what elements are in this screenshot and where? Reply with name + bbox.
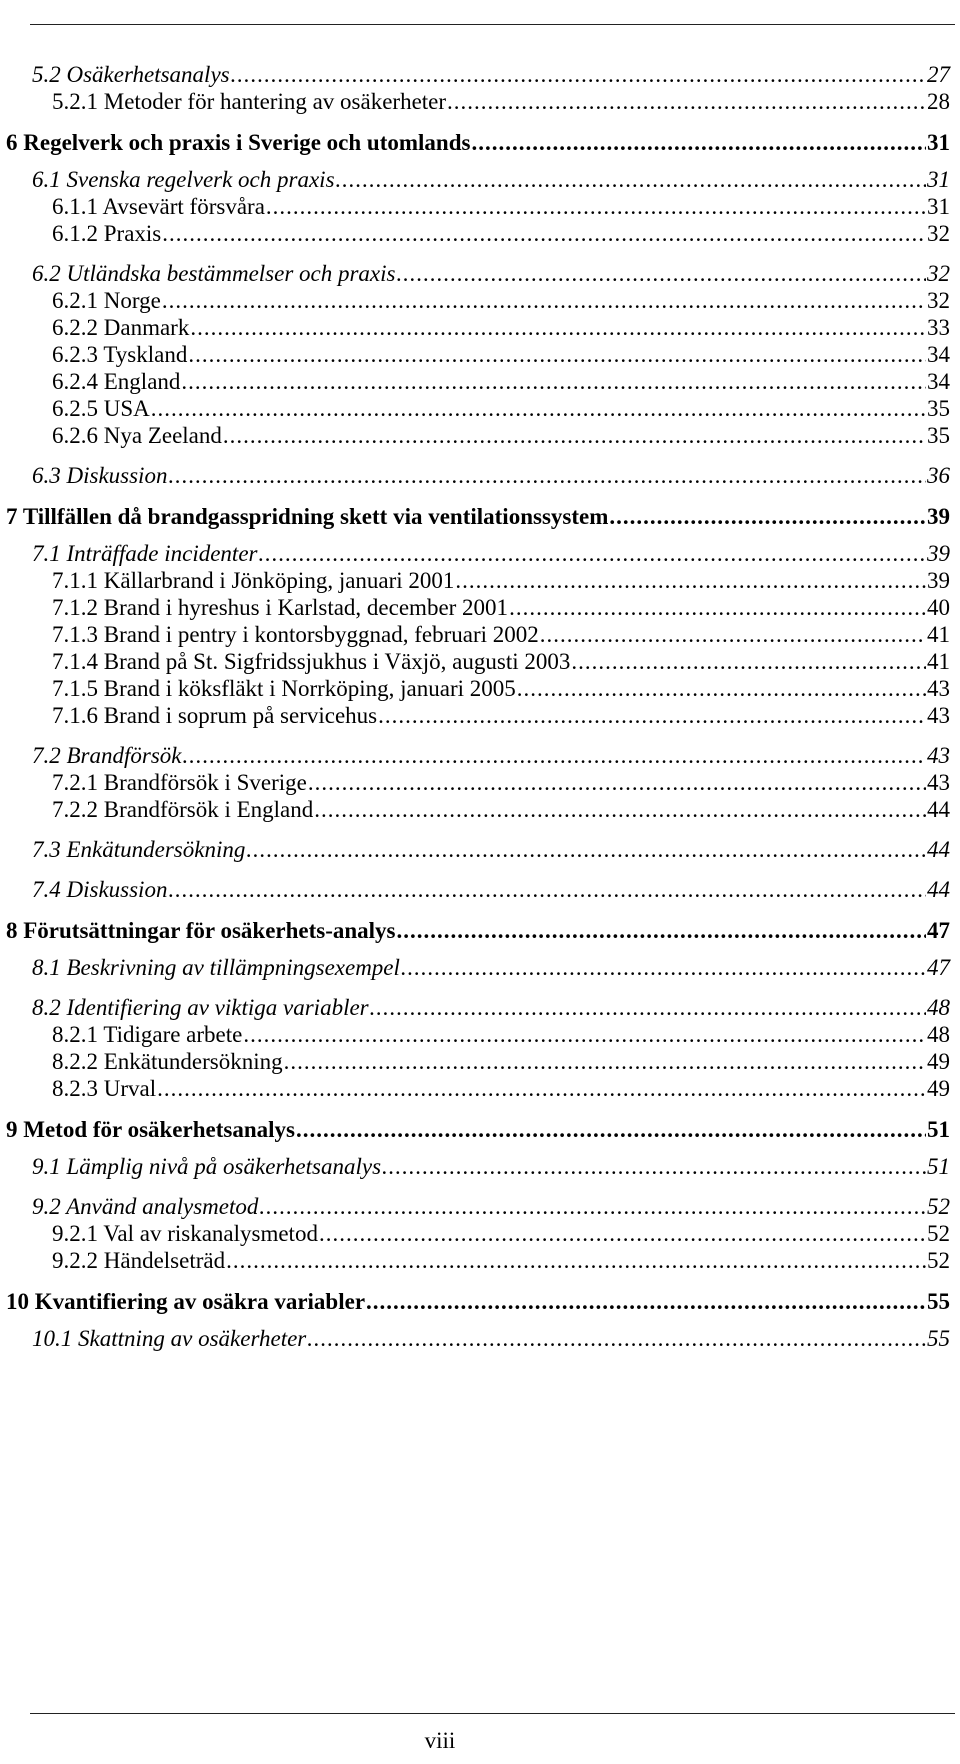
toc-entry-title: 6.2.4 England: [52, 369, 181, 394]
toc-entry-page: 43: [927, 770, 950, 795]
toc-entry-page: 28: [927, 89, 950, 114]
toc-dot-leader: [226, 1249, 926, 1272]
toc-entry[interactable]: [32, 56, 950, 86]
toc-entry[interactable]: [52, 589, 950, 619]
toc-entry-page: 51: [927, 1154, 950, 1179]
toc-entry-page: 27: [927, 62, 950, 87]
toc-entry-title: 6.1.2 Praxis: [52, 221, 162, 246]
toc-entry[interactable]: [52, 417, 950, 447]
toc-entry-title: 5.2.1 Metoder för hantering av osäkerheter: [52, 89, 447, 114]
toc-entry[interactable]: [52, 562, 950, 592]
toc-entry-title: 7.2 Brandförsök: [32, 743, 182, 768]
toc-entry[interactable]: [52, 83, 950, 113]
toc-entry-title: 6.3 Diskussion: [32, 463, 168, 488]
toc-entry-page: 31: [927, 130, 950, 155]
toc-entry-title: 7.3 Enkätundersökning: [32, 837, 246, 862]
toc-entry-page: 43: [927, 743, 950, 768]
toc-entry-page: 32: [927, 221, 950, 246]
toc-entry-title: 6.2.1 Norge: [52, 288, 161, 313]
toc-entry-title: 6.1.1 Avsevärt försvåra: [52, 194, 265, 219]
toc-entry-page: 41: [927, 649, 950, 674]
toc-entry-title: 7.1.6 Brand i soprum på servicehus: [52, 703, 378, 728]
toc-dot-leader: [366, 1290, 926, 1313]
toc-entry-page: 48: [927, 995, 950, 1020]
toc-entry[interactable]: [32, 737, 950, 767]
toc-dot-leader: [378, 704, 926, 727]
toc-entry-title: 9.1 Lämplig nivå på osäkerhetsanalys: [32, 1154, 382, 1179]
toc-entry[interactable]: [32, 457, 950, 487]
toc-dot-leader: [401, 956, 926, 979]
toc-entry-page: 52: [927, 1194, 950, 1219]
toc-entry-title: 6 Regelverk och praxis i Sverige och utomlands: [6, 130, 471, 155]
footer-rule: [30, 1713, 955, 1714]
toc-entry[interactable]: [32, 1188, 950, 1218]
toc-entry-title: 9 Metod för osäkerhetsanalys: [6, 1117, 295, 1142]
toc-entry-title: 6.2 Utländska bestämmelser och praxis: [32, 261, 396, 286]
toc-entry[interactable]: [6, 124, 950, 154]
toc-entry[interactable]: [32, 871, 950, 901]
toc-entry-page: 55: [927, 1289, 950, 1314]
toc-entry-title: 9.2 Använd analysmetod: [32, 1194, 259, 1219]
toc-entry-title: 7.1.4 Brand på St. Sigfridssjukhus i Växjö, augusti 2003: [52, 649, 571, 674]
toc-entry-page: 41: [927, 622, 950, 647]
toc-entry-page: 40: [927, 595, 950, 620]
toc-entry-page: 52: [927, 1248, 950, 1273]
toc-entry[interactable]: [52, 309, 950, 339]
toc-dot-leader: [447, 90, 926, 113]
toc-entry-title: 8.2 Identifiering av viktiga variabler: [32, 995, 369, 1020]
toc-entry-page: 43: [927, 676, 950, 701]
toc-entry[interactable]: [6, 498, 950, 528]
toc-entry-title: 6.2.3 Tyskland: [52, 342, 188, 367]
toc-entry-title: 7.2.2 Brandförsök i England: [52, 797, 314, 822]
toc-entry-title: 7.1.2 Brand i hyreshus i Karlstad, december 2001: [52, 595, 509, 620]
toc-entry[interactable]: [52, 336, 950, 366]
toc-dot-leader: [246, 838, 926, 861]
toc-entry-title: 6.2.2 Danmark: [52, 315, 190, 340]
toc-entry-title: 8.1 Beskrivning av tillämpningsexempel: [32, 955, 400, 980]
toc-entry[interactable]: [52, 1242, 950, 1272]
toc-entry[interactable]: [32, 1320, 950, 1350]
toc-entry-page: 43: [927, 703, 950, 728]
toc-entry[interactable]: [32, 831, 950, 861]
toc-entry-title: 10.1 Skattning av osäkerheter: [32, 1326, 307, 1351]
toc-entry-title: 8.2.3 Urval: [52, 1076, 157, 1101]
toc-entry[interactable]: [6, 912, 950, 942]
toc-entry-page: 31: [927, 167, 950, 192]
toc-entry-title: 7.1.1 Källarbrand i Jönköping, januari 2001: [52, 568, 455, 593]
toc-entry-title: 8 Förutsättningar för osäkerhets-analys: [6, 918, 396, 943]
toc-entry-title: 7.1.5 Brand i köksfläkt i Norrköping, januari 2005: [52, 676, 516, 701]
toc-entry[interactable]: [32, 989, 950, 1019]
toc-dot-leader: [471, 131, 926, 154]
toc-entry-title: 6.1 Svenska regelverk och praxis: [32, 167, 335, 192]
toc-entry-title: 10 Kvantifiering av osäkra variabler: [6, 1289, 366, 1314]
toc-dot-leader: [397, 919, 926, 942]
toc-dot-leader: [168, 464, 926, 487]
toc-entry-title: 8.2.2 Enkätundersökning: [52, 1049, 283, 1074]
toc-entry-page: 48: [927, 1022, 950, 1047]
toc-entry-page: 47: [927, 955, 950, 980]
toc-entry[interactable]: [52, 1043, 950, 1073]
toc-dot-leader: [609, 505, 926, 528]
toc-entry[interactable]: [32, 161, 950, 191]
toc-entry[interactable]: [32, 535, 950, 565]
toc-entry-page: 55: [927, 1326, 950, 1351]
toc-entry[interactable]: [52, 1215, 950, 1245]
toc-entry-page: 44: [927, 837, 950, 862]
toc-entry-page: 34: [927, 369, 950, 394]
toc-entry-page: 39: [927, 568, 950, 593]
toc-entry[interactable]: [32, 949, 950, 979]
toc-entry-title: 6.2.5 USA: [52, 396, 150, 421]
toc-entry-page: 33: [927, 315, 950, 340]
toc-entry-page: 31: [927, 194, 950, 219]
toc-entry-title: 8.2.1 Tidigare arbete: [52, 1022, 243, 1047]
toc-entry-page: 35: [927, 423, 950, 448]
toc-entry-title: 7.4 Diskussion: [32, 877, 168, 902]
toc-entry[interactable]: [52, 791, 950, 821]
toc-entry-page: 34: [927, 342, 950, 367]
toc-dot-leader: [157, 1077, 926, 1100]
toc-entry[interactable]: [32, 255, 950, 285]
toc-entry-page: 49: [927, 1049, 950, 1074]
toc-entry[interactable]: [52, 643, 950, 673]
toc-entry-title: 9.2.1 Val av riskanalysmetod: [52, 1221, 318, 1246]
toc-entry[interactable]: [52, 363, 950, 393]
page-number: viii: [424, 1728, 456, 1753]
toc-entry-page: 44: [927, 877, 950, 902]
toc-entry[interactable]: [52, 670, 950, 700]
toc-entry-title: 9.2.2 Händelseträd: [52, 1248, 226, 1273]
toc-entry-page: 39: [927, 541, 950, 566]
toc-entry-page: 32: [927, 288, 950, 313]
toc-entry[interactable]: [52, 188, 950, 218]
toc-dot-leader: [168, 878, 926, 901]
toc-entry-page: 51: [927, 1117, 950, 1142]
toc-entry[interactable]: [52, 390, 950, 420]
toc-dot-leader: [382, 1155, 926, 1178]
toc-entry[interactable]: [52, 215, 950, 245]
toc-entry-title: 7.1 Inträffade incidenter: [32, 541, 258, 566]
toc-entry-title: 5.2 Osäkerhetsanalys: [32, 62, 230, 87]
toc-entry-page: 44: [927, 797, 950, 822]
toc-dot-leader: [314, 798, 926, 821]
toc-entry[interactable]: [52, 282, 950, 312]
toc-entry-title: 7.1.3 Brand i pentry i kontorsbyggnad, februari 2002: [52, 622, 539, 647]
toc-dot-leader: [223, 424, 926, 447]
toc-entry-title: 6.2.6 Nya Zeeland: [52, 423, 222, 448]
toc-entry[interactable]: [6, 1283, 950, 1313]
toc-entry-page: 36: [927, 463, 950, 488]
toc-entry-title: 7 Tillfällen då brandgasspridning skett via ventilationssystem: [6, 504, 609, 529]
toc-entry-page: 52: [927, 1221, 950, 1246]
toc-entry[interactable]: [52, 764, 950, 794]
toc-entry-page: 35: [927, 396, 950, 421]
toc-dot-leader: [307, 1327, 926, 1350]
top-rule: [30, 24, 955, 25]
toc-dot-leader: [296, 1118, 926, 1141]
toc-entry-page: 47: [927, 918, 950, 943]
toc-entry[interactable]: [6, 1111, 950, 1141]
toc-entry-title: 7.2.1 Brandförsök i Sverige: [52, 770, 307, 795]
toc-entry[interactable]: [32, 1148, 950, 1178]
toc-entry-page: 49: [927, 1076, 950, 1101]
toc-entry[interactable]: [52, 697, 950, 727]
toc-entry-page: 39: [927, 504, 950, 529]
toc-entry[interactable]: [52, 1016, 950, 1046]
toc-entry[interactable]: [52, 616, 950, 646]
toc-entry[interactable]: [52, 1070, 950, 1100]
toc-dot-leader: [162, 222, 926, 245]
toc-entry-page: 32: [927, 261, 950, 286]
